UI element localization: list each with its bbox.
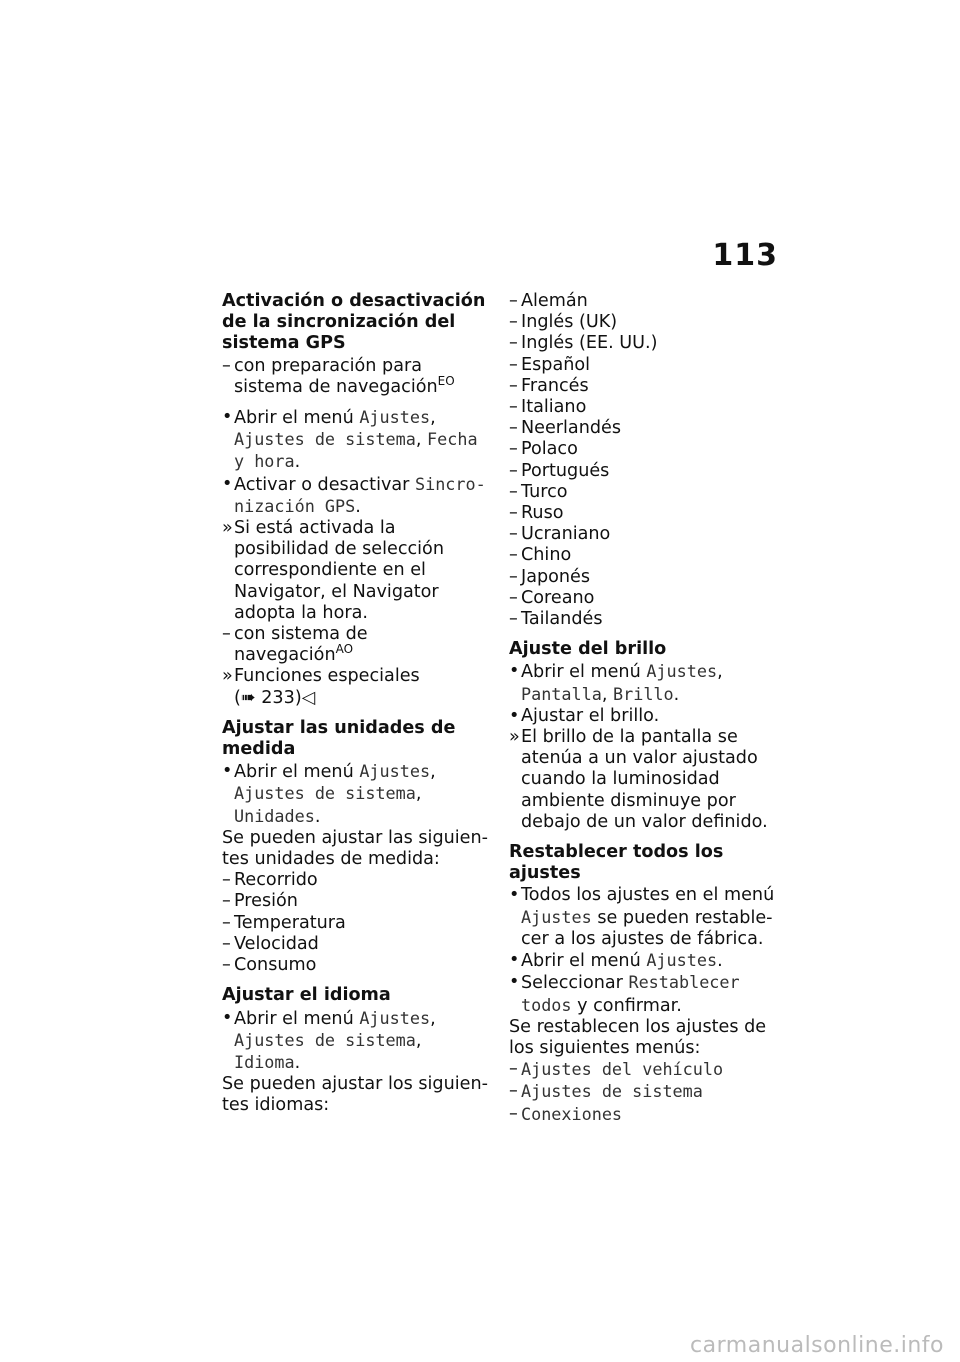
paragraph: Se pueden ajustar los siguien-tes idiomas: — [222, 1074, 488, 1116]
paragraph: Se restablecen los ajustes de los siguientes menús: — [509, 1016, 767, 1058]
dash-marker: – — [509, 609, 518, 630]
list-item: – con sistema de navegación$^{AO}$ — [222, 624, 368, 666]
list-item: – Polaco — [509, 439, 578, 460]
section-title-gps-sync: Activación o desactivación de la sincronización del sistema GPS — [222, 291, 486, 354]
menu-path: Ajustes — [359, 1007, 431, 1028]
dash-marker: – — [509, 333, 518, 354]
dash-marker: – — [509, 545, 518, 566]
page-reference-arrow-icon: ➠ — [240, 687, 256, 708]
list-item: – Inglés (EE. UU.) — [509, 333, 658, 354]
list-item: – Ajustes de sistema — [509, 1081, 703, 1102]
dash-marker: – — [509, 460, 518, 481]
page-reference: 233 — [261, 687, 295, 708]
bullet-item: • Seleccionar Restablecer todos y confirmar. — [509, 972, 740, 1016]
list-item: – Ruso — [509, 503, 564, 524]
dash-marker: – — [222, 624, 231, 645]
dash-marker: – — [509, 439, 518, 460]
section-title-units: Ajustar las unidades de medida — [222, 717, 456, 760]
menu-path: Pantalla — [521, 683, 602, 704]
dash-marker: – — [509, 566, 518, 587]
right-column — [509, 291, 777, 1126]
list-item: – Temperatura — [222, 912, 346, 933]
list-item: – Inglés (UK) — [509, 312, 618, 333]
list-item: – Italiano — [509, 397, 587, 418]
menu-path: Ajustes — [646, 950, 718, 971]
dash-marker: – — [509, 1103, 518, 1124]
dash-marker: – — [509, 1081, 518, 1102]
bullet-item: • Abrir el menú Ajustes, Ajustes de sistema, Idioma. — [222, 1007, 436, 1073]
bullet-icon: • — [222, 1007, 233, 1028]
dash-marker: – — [222, 955, 231, 976]
list-item: – Conexiones — [509, 1103, 623, 1124]
bullet-item: • Todos los ajustes en el menú Ajustes se pueden restable-cer a los ajustes de fábrica. — [509, 885, 775, 949]
list-item: – Tailandés — [509, 609, 603, 630]
dash-marker: – — [509, 375, 518, 396]
menu-path: Ajustes de sistema — [234, 1029, 416, 1050]
bullet-item: • Ajustar el brillo. — [509, 705, 660, 726]
result-item: » Si está activada la posibilidad de selección correspondiente en el Navigator, el Navigator adopta la hora. — [222, 518, 444, 623]
result-arrow-icon: » — [222, 518, 233, 539]
list-item: – Portugués — [509, 460, 610, 481]
result-item: » El brillo de la pantalla se atenúa a un valor ajustado cuando la luminosidad ambiente disminuye por debajo de un valor definido. — [509, 727, 768, 832]
bullet-icon: • — [222, 473, 233, 494]
list-item: – Ucraniano — [509, 524, 611, 545]
menu-path: Fecha y hora — [234, 429, 478, 472]
menu-path: Ajustes — [646, 661, 718, 682]
list-item: – Chino — [509, 545, 572, 566]
bullet-item: • Abrir el menú Ajustes, Ajustes de sistema, Unidades. — [222, 761, 436, 827]
list-item: – Alemán — [509, 291, 588, 311]
dash-marker: – — [509, 354, 518, 375]
superscript-code: EO — [437, 373, 455, 388]
result-arrow-icon: » — [222, 666, 233, 687]
menu-path: Unidades — [234, 805, 315, 826]
menu-path: Brillo — [613, 683, 674, 704]
bullet-icon: • — [222, 761, 233, 782]
menu-path: Sincro-nización GPS — [234, 473, 486, 516]
section-title-reset: Restablecer todos los ajustes — [509, 842, 724, 884]
dash-marker: – — [509, 291, 518, 311]
page-number: 113 — [712, 238, 778, 273]
bullet-icon: • — [509, 885, 520, 906]
bullet-item: • Abrir el menú Ajustes. — [509, 950, 723, 972]
dash-marker: – — [509, 397, 518, 418]
menu-path: Restablecer todos — [521, 972, 740, 1015]
list-item: – Ajustes del vehículo — [509, 1059, 724, 1080]
paragraph: Se pueden ajustar las siguien-tes unidades de medida: — [222, 827, 488, 870]
dash-marker: – — [509, 481, 518, 502]
list-item: – Recorrido — [222, 870, 318, 891]
list-item: – Turco — [509, 481, 568, 502]
menu-path: Ajustes de sistema — [234, 429, 416, 450]
list-item: – con preparación para sistema de navegación$^{EO}$ — [222, 355, 455, 397]
bullet-icon: • — [509, 950, 520, 971]
result-arrow-icon: » — [509, 727, 520, 748]
dash-marker: – — [222, 933, 231, 954]
bullet-item: • Abrir el menú Ajustes, Ajustes de sistema, Fecha y hora. — [222, 407, 478, 473]
bullet-icon: • — [509, 972, 520, 993]
end-of-section-icon: ◁ — [301, 687, 316, 708]
superscript-code: AO — [335, 642, 354, 657]
list-item: – Velocidad — [222, 933, 319, 954]
dash-marker: – — [509, 1059, 518, 1080]
dash-marker: – — [222, 355, 231, 376]
list-item: – Presión — [222, 891, 298, 912]
section-title-brightness: Ajuste del brillo — [509, 639, 667, 660]
result-item: » Funciones especiales (➠ 233)◁ — [222, 666, 420, 708]
menu-path: Ajustes de sistema — [234, 783, 416, 804]
menu-path: Ajustes — [359, 407, 431, 428]
menu-path: Ajustes — [521, 906, 592, 927]
dash-marker: – — [509, 587, 518, 608]
list-item: – Francés — [509, 375, 589, 396]
list-item: – Español — [509, 354, 591, 375]
dash-marker: – — [509, 418, 518, 439]
bullet-item: • Abrir el menú Ajustes, Pantalla, Brillo. — [509, 661, 723, 705]
dash-marker: – — [222, 891, 231, 912]
bullet-icon: • — [509, 705, 520, 726]
dash-marker: – — [222, 870, 231, 891]
dash-marker: – — [222, 912, 231, 933]
list-item: – Consumo — [222, 955, 317, 976]
menu-path: Idioma — [234, 1051, 295, 1072]
watermark-footer: carmanualsonline.info — [690, 1333, 944, 1358]
bullet-icon: • — [509, 661, 520, 682]
bullet-item: • Activar o desactivar Sincro-nización GPS. — [222, 473, 486, 517]
dash-marker: – — [509, 524, 518, 545]
list-item: – Coreano — [509, 587, 595, 608]
list-item: – Neerlandés — [509, 418, 622, 439]
section-title-language: Ajustar el idioma — [222, 985, 391, 1006]
dash-marker: – — [509, 503, 518, 524]
bullet-icon: • — [222, 407, 233, 428]
list-item: – Japonés — [509, 566, 591, 587]
left-column — [222, 291, 490, 1117]
dash-marker: – — [509, 312, 518, 333]
menu-path: Ajustes — [359, 761, 431, 782]
